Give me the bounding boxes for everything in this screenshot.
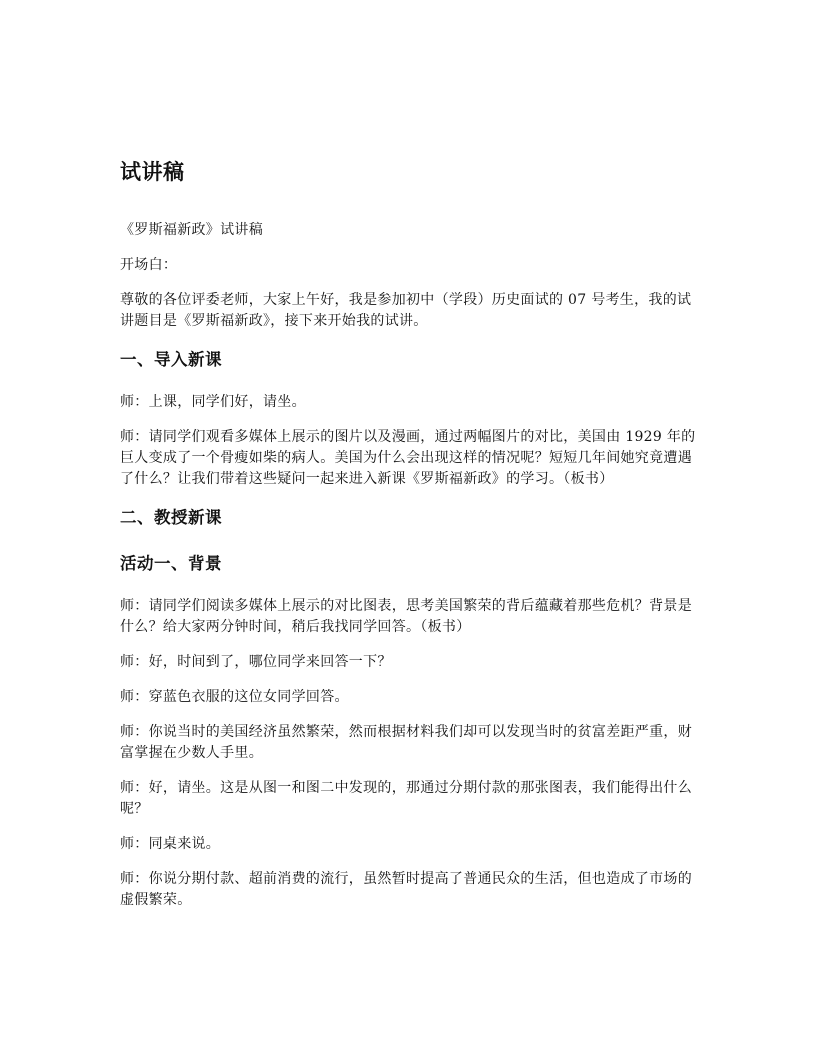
paragraph: 师：好，请坐。这是从图一和图二中发现的，那通过分期付款的那张图表，我们能得出什么呢？: [120, 780, 692, 817]
document-subtitle: 《罗斯福新政》试讲稿: [120, 222, 263, 238]
paragraph: 师：上课，同学们好，请坐。: [120, 394, 306, 410]
paragraph: 师：同桌来说。: [120, 836, 221, 852]
activity-heading-background: 活动一、背景: [120, 554, 222, 573]
section-heading-introduction: 一、导入新课: [120, 350, 222, 369]
document-page: [120, 150, 700, 925]
paragraph: 师：你说分期付款、超前消费的流行，虽然暂时提高了普通民众的生活，但也造成了市场的虚假繁荣。: [120, 871, 692, 908]
paragraph: 师：好，时间到了，哪位同学来回答一下？: [120, 654, 392, 670]
document-title: 试讲稿: [120, 160, 185, 184]
paragraph: 师：请同学们阅读多媒体上展示的对比图表，思考美国繁荣的背后蕴藏着那些危机？背景是什么？给大家两分钟时间，稍后我找同学回答。（板书）: [120, 598, 692, 635]
paragraph: 师：穿蓝色衣服的这位女同学回答。: [120, 689, 349, 705]
section-heading-teaching: 二、教授新课: [120, 508, 222, 527]
paragraph: 师：你说当时的美国经济虽然繁荣，然而根据材料我们却可以发现当时的贫富差距严重，财富掌握在少数人手里。: [120, 724, 692, 761]
opening-label: 开场白：: [120, 257, 178, 273]
paragraph: 师：请同学们观看多媒体上展示的图片以及漫画，通过两幅图片的对比，美国由 1929 年的巨人变成了一个骨瘦如柴的病人。美国为什么会出现这样的情况呢？短短几年间她究竟遭遇了什么？让我们带着这些疑问一起来进入新课《罗斯福新政》的学习。（板书）: [120, 429, 696, 487]
opening-paragraph: 尊敬的各位评委老师，大家上午好，我是参加初中（学段）历史面试的 07 号考生，我的试讲题目是《罗斯福新政》，接下来开始我的试讲。: [120, 292, 692, 329]
